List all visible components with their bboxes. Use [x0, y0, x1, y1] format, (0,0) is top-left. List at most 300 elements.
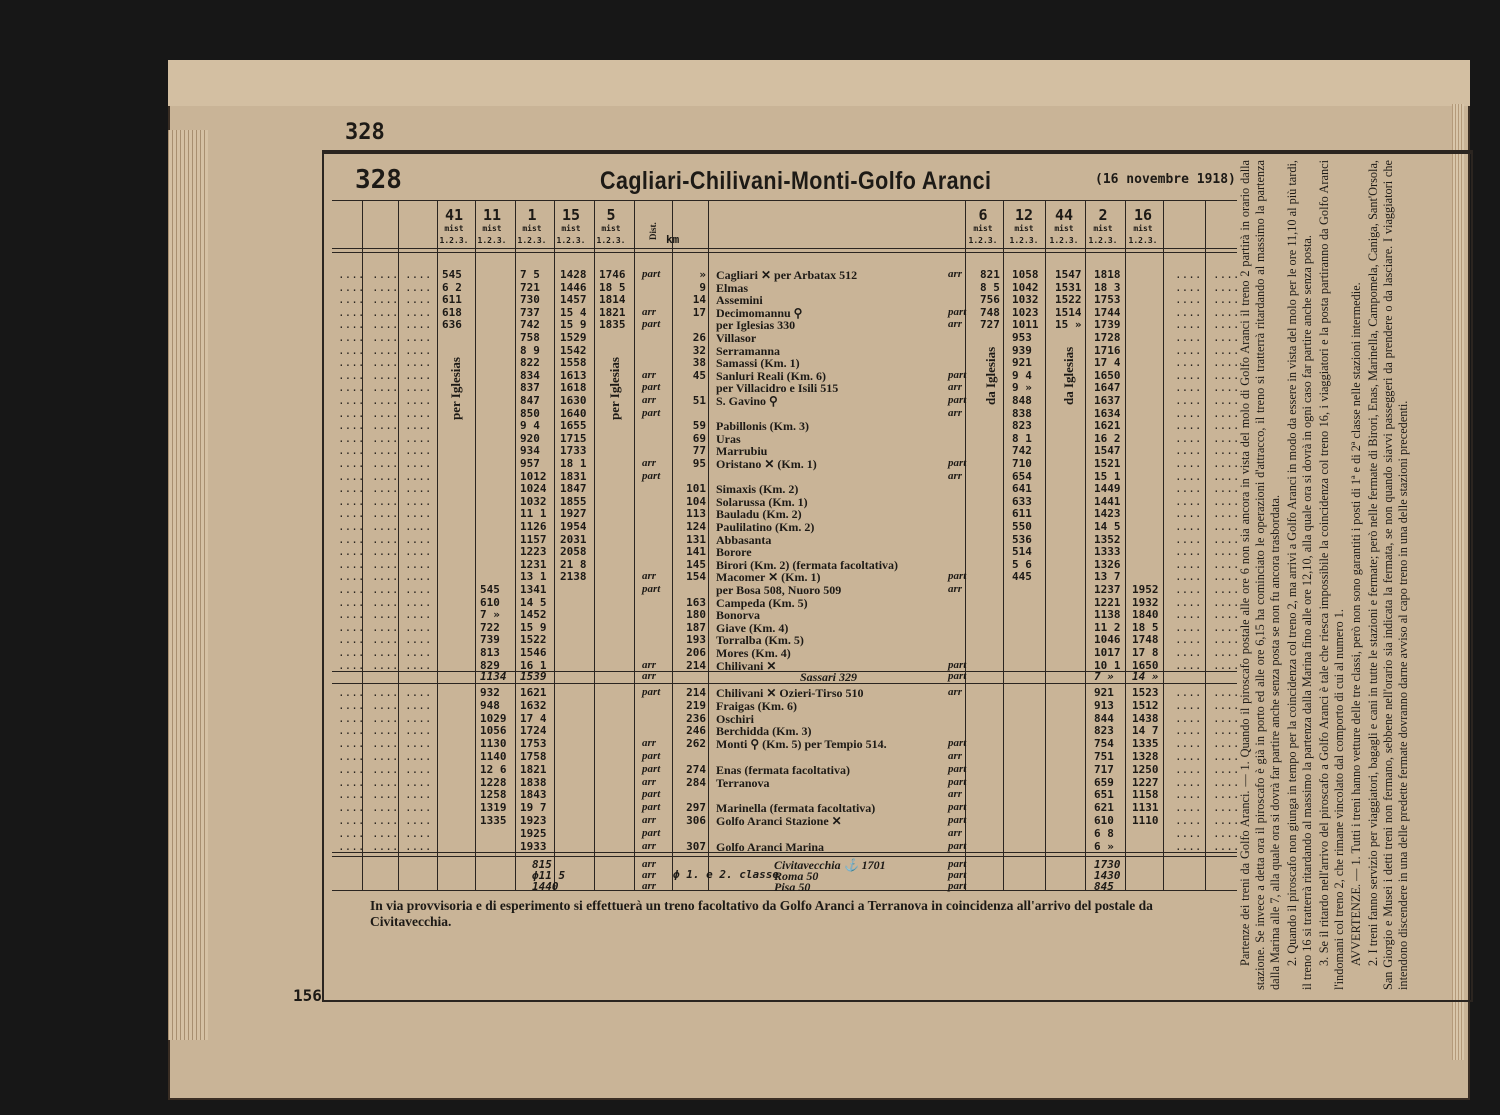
km-value: 154 — [686, 570, 706, 584]
column-rule — [1205, 200, 1206, 890]
time-cell: 1650 — [1132, 658, 1159, 672]
time-cell: 2138 — [560, 570, 587, 584]
station-name: Uras — [716, 431, 741, 446]
filler-dots: .... — [1213, 620, 1240, 634]
time-cell: 1138 — [1094, 608, 1121, 622]
filler-dots: .... — [1213, 801, 1240, 815]
filler-dots: .... — [372, 814, 399, 827]
time-cell: 1452 — [520, 608, 547, 622]
filler-dots: .... — [405, 633, 432, 647]
station-name: Cagliari ✕ per Arbatax 512 — [716, 268, 858, 282]
train-class: 1.2.3. — [477, 236, 507, 245]
filler-dots: .... — [372, 469, 399, 483]
filler-dots: .... — [338, 686, 365, 699]
time-cell: 13 1 — [520, 570, 547, 584]
time-cell: 1523 — [1132, 686, 1159, 699]
time-cell: 1423 — [1094, 507, 1121, 521]
filler-dots: .... — [405, 431, 432, 445]
time-cell: 1927 — [560, 507, 587, 521]
station-name: per Bosa 508, Nuoro 509 — [716, 583, 842, 597]
train-class: 1.2.3. — [596, 236, 626, 245]
station-name: Simaxis (Km. 2) — [716, 482, 799, 497]
time-cell: 1352 — [1094, 532, 1121, 546]
filler-dots: .... — [372, 750, 399, 763]
time-cell: 621 — [1094, 801, 1114, 815]
station-name: Villasor — [716, 331, 757, 345]
filler-dots: .... — [1175, 494, 1202, 508]
filler-dots: .... — [372, 775, 399, 789]
km-value: 95 — [692, 457, 706, 470]
time-cell: 1640 — [560, 406, 587, 420]
station-name: Mores (Km. 4) — [716, 646, 791, 660]
arr-part-marker: part — [642, 583, 661, 595]
time-cell: 17 8 — [1132, 646, 1159, 659]
time-cell: 1840 — [1132, 608, 1159, 622]
filler-dots: .... — [1213, 788, 1240, 802]
time-cell: 1843 — [520, 788, 547, 802]
filler-dots: .... — [372, 646, 399, 659]
filler-dots: .... — [405, 268, 432, 281]
filler-dots: .... — [372, 457, 399, 470]
train-number: 12 — [1014, 206, 1034, 224]
time-cell: 1046 — [1094, 633, 1121, 647]
time-cell: 7 » — [1094, 670, 1114, 683]
arr-part-marker: arr — [948, 750, 963, 762]
note-p4: AVVERTENZE. — 1. Tutti i treni hanno vetture delle tre classi, però non sono garantiti i posti di 1ª e di 2ª classe nelle stazioni intermedie. — [1349, 282, 1363, 966]
time-cell: 1546 — [520, 646, 547, 659]
time-cell: 1457 — [560, 293, 587, 307]
arr-part-marker: part — [948, 880, 967, 892]
time-cell: 1441 — [1094, 494, 1121, 508]
filler-dots: .... — [338, 583, 365, 596]
station-name: Bauladu (Km. 2) — [716, 507, 802, 522]
time-cell: 727 — [980, 318, 1000, 332]
time-cell: 15 » — [1055, 318, 1082, 332]
filler-dots: .... — [1175, 814, 1202, 827]
km-value: 307 — [686, 839, 706, 853]
time-cell: 739 — [480, 633, 500, 647]
filler-dots: .... — [338, 356, 365, 370]
time-cell: 1023 — [1012, 305, 1039, 319]
arr-part-marker: arr — [642, 775, 657, 788]
time-cell: 18 1 — [560, 457, 587, 470]
time-cell: 1753 — [1094, 293, 1121, 307]
time-cell: 6 2 — [442, 280, 462, 294]
time-cell: 1042 — [1012, 280, 1039, 294]
filler-dots: .... — [1175, 839, 1202, 853]
filler-dots: .... — [372, 482, 399, 496]
filler-dots: .... — [1213, 711, 1240, 725]
column-rule — [594, 200, 595, 890]
column-rule — [634, 200, 635, 890]
time-cell: 1341 — [520, 583, 547, 596]
filler-dots: .... — [1213, 507, 1240, 521]
filler-dots: .... — [372, 368, 399, 382]
station-name: Giave (Km. 4) — [716, 620, 789, 635]
filler-dots: .... — [1213, 557, 1240, 571]
time-cell: 15 4 — [560, 305, 587, 319]
time-cell: 822 — [520, 356, 540, 370]
time-cell: 1724 — [520, 724, 547, 738]
arr-part-marker: part — [642, 762, 661, 775]
filler-dots: .... — [1213, 839, 1240, 853]
station-name: Monti ⚲ (Km. 5) per Tempio 514. — [716, 737, 887, 752]
filler-dots: .... — [1213, 762, 1240, 776]
filler-dots: .... — [1213, 331, 1240, 344]
filler-dots: .... — [1213, 750, 1240, 763]
filler-dots: .... — [338, 557, 365, 571]
filler-dots: .... — [1213, 520, 1240, 533]
filler-dots: .... — [372, 583, 399, 596]
filler-dots: .... — [372, 532, 399, 546]
time-cell: 1333 — [1094, 545, 1121, 559]
station-name: Civitavecchia ⚓ 1701 — [774, 858, 886, 872]
arr-part-marker: part — [948, 801, 967, 814]
filler-dots: .... — [1175, 545, 1202, 559]
km-value: 17 — [692, 305, 706, 319]
filler-dots: .... — [405, 444, 432, 458]
km-value: 101 — [686, 482, 706, 496]
filler-dots: .... — [405, 762, 432, 776]
time-cell: 815 — [532, 858, 552, 871]
train-class: 1.2.3. — [439, 236, 469, 245]
time-cell: 445 — [1012, 570, 1032, 584]
filler-dots: .... — [1213, 698, 1240, 712]
time-cell: 850 — [520, 406, 540, 420]
time-cell: 654 — [1012, 469, 1032, 483]
arr-part-marker: arr — [642, 670, 657, 682]
train-kind: mist — [444, 224, 464, 233]
filler-dots: .... — [405, 406, 432, 420]
arr-part-marker: part — [948, 394, 967, 406]
time-cell: 610 — [480, 595, 500, 609]
arr-part-marker: part — [642, 469, 661, 482]
arr-part-marker: part — [642, 318, 661, 331]
filler-dots: .... — [338, 520, 365, 533]
filler-dots: .... — [338, 469, 365, 483]
filler-dots: .... — [1213, 570, 1240, 584]
filler-dots: .... — [1175, 608, 1202, 622]
time-cell: 21 8 — [560, 557, 587, 571]
km-value: 131 — [686, 532, 706, 546]
train-class: 1.2.3. — [1049, 236, 1079, 245]
km-value: 32 — [692, 343, 706, 357]
time-cell: 1228 — [480, 775, 507, 789]
page-spine — [168, 130, 208, 1040]
filler-dots: .... — [372, 570, 399, 584]
time-cell: 9 4 — [520, 419, 540, 433]
column-rule — [1163, 200, 1164, 890]
time-cell: 14 7 — [1132, 724, 1159, 738]
filler-dots: .... — [1213, 532, 1240, 546]
filler-dots: .... — [405, 608, 432, 622]
filler-dots: .... — [372, 268, 399, 281]
side-notes — [1238, 160, 1468, 998]
train-number: 44 — [1054, 206, 1074, 224]
time-cell: 2031 — [560, 532, 587, 546]
time-cell: 14 5 — [520, 595, 547, 609]
station-name: per Iglesias 330 — [716, 318, 796, 333]
filler-dots: .... — [372, 305, 399, 319]
km-value: 51 — [692, 394, 706, 407]
time-cell: 1029 — [480, 711, 507, 725]
filler-dots: .... — [1175, 507, 1202, 521]
time-cell: 1542 — [560, 343, 587, 357]
filler-dots: .... — [1213, 268, 1240, 281]
filler-dots: .... — [1213, 406, 1240, 420]
filler-dots: .... — [1175, 305, 1202, 319]
arr-part-marker: part — [948, 737, 967, 750]
arr-part-marker: arr — [642, 457, 657, 469]
time-cell: 611 — [442, 293, 462, 307]
filler-dots: .... — [1213, 583, 1240, 596]
filler-dots: .... — [1175, 750, 1202, 763]
time-cell: 1223 — [520, 545, 547, 559]
km-value: 104 — [686, 494, 706, 508]
train-class: 1.2.3. — [968, 236, 998, 245]
train-kind: mist — [973, 224, 993, 233]
station-name: Paulilatino (Km. 2) — [716, 520, 815, 534]
time-cell: 1221 — [1094, 595, 1121, 609]
time-cell: 1716 — [1094, 343, 1121, 357]
filler-dots: .... — [405, 646, 432, 659]
time-cell: 1847 — [560, 482, 587, 496]
filler-dots: .... — [372, 557, 399, 571]
filler-dots: .... — [1175, 394, 1202, 407]
time-cell: 748 — [980, 305, 1000, 319]
time-cell: 1012 — [520, 469, 547, 483]
time-cell: 737 — [520, 305, 540, 319]
time-cell: 1446 — [560, 280, 587, 294]
filler-dots: .... — [1213, 457, 1240, 470]
km-value: 306 — [686, 814, 706, 827]
filler-dots: .... — [338, 268, 365, 281]
time-cell: 1056 — [480, 724, 507, 738]
filler-dots: .... — [372, 826, 399, 840]
filler-dots: .... — [372, 711, 399, 725]
time-cell: 611 — [1012, 507, 1032, 521]
arr-part-marker: part — [948, 658, 967, 671]
filler-dots: .... — [372, 762, 399, 776]
time-cell: 1140 — [480, 750, 507, 763]
time-cell: 939 — [1012, 343, 1032, 357]
time-cell: 1748 — [1132, 633, 1159, 647]
km-value: 193 — [686, 633, 706, 647]
filler-dots: .... — [1213, 293, 1240, 307]
arr-part-marker: part — [948, 457, 967, 469]
time-cell: 9 » — [1012, 381, 1032, 395]
station-name: Berchidda (Km. 3) — [716, 724, 812, 739]
filler-dots: .... — [1175, 595, 1202, 609]
filler-dots: .... — [1175, 444, 1202, 458]
filler-dots: .... — [1175, 698, 1202, 712]
filler-dots: .... — [1175, 532, 1202, 546]
time-cell: 921 — [1012, 356, 1032, 370]
da-iglesias-label: da Iglesias — [983, 346, 998, 405]
train-kind: mist — [601, 224, 621, 233]
filler-dots: .... — [338, 482, 365, 496]
station-name: Decimomannu ⚲ — [716, 305, 803, 320]
km-value: 38 — [692, 356, 706, 370]
filler-dots: .... — [405, 788, 432, 802]
filler-dots: .... — [405, 814, 432, 827]
filler-dots: .... — [405, 801, 432, 815]
filler-dots: .... — [405, 305, 432, 319]
filler-dots: .... — [405, 469, 432, 483]
time-cell: 1017 — [1094, 646, 1121, 659]
filler-dots: .... — [338, 331, 365, 344]
time-cell: 633 — [1012, 494, 1032, 508]
time-cell: 756 — [980, 293, 1000, 307]
km-value: 77 — [692, 444, 706, 458]
time-cell: 19 7 — [520, 801, 547, 815]
filler-dots: .... — [405, 698, 432, 712]
arr-part-marker: part — [948, 839, 967, 852]
time-cell: 18 5 — [599, 280, 626, 294]
filler-dots: .... — [338, 620, 365, 634]
filler-dots: .... — [372, 356, 399, 370]
arr-part-marker: part — [642, 686, 661, 698]
time-cell: 536 — [1012, 532, 1032, 546]
filler-dots: .... — [338, 658, 365, 672]
filler-dots: .... — [1175, 788, 1202, 802]
time-cell: 1157 — [520, 532, 547, 546]
time-cell: 1558 — [560, 356, 587, 370]
station-name: Borore — [716, 545, 752, 560]
filler-dots: .... — [372, 507, 399, 521]
train-number: 1 — [527, 206, 537, 224]
filler-dots: .... — [1175, 724, 1202, 738]
arr-part-marker: arr — [642, 858, 657, 870]
filler-dots: .... — [338, 532, 365, 546]
filler-dots: .... — [338, 698, 365, 712]
filler-dots: .... — [405, 507, 432, 521]
time-cell: 1539 — [520, 670, 547, 683]
km-value: 236 — [686, 711, 706, 725]
train-class: 1.2.3. — [1128, 236, 1158, 245]
time-cell: 14 » — [1132, 670, 1159, 683]
train-class: 1.2.3. — [517, 236, 547, 245]
time-cell: 18 5 — [1132, 620, 1159, 634]
filler-dots: .... — [372, 331, 399, 344]
time-cell: 913 — [1094, 698, 1114, 712]
km-value: 145 — [686, 557, 706, 571]
header-rule — [332, 200, 1237, 201]
filler-dots: .... — [338, 724, 365, 738]
filler-dots: .... — [1175, 570, 1202, 584]
arr-part-marker: arr — [642, 737, 657, 750]
filler-dots: .... — [405, 545, 432, 559]
time-cell: 1227 — [1132, 775, 1159, 789]
filler-dots: .... — [372, 419, 399, 433]
filler-dots: .... — [405, 457, 432, 470]
arr-part-marker: part — [948, 670, 967, 682]
arr-part-marker: arr — [642, 658, 657, 671]
time-cell: 1728 — [1094, 331, 1121, 344]
time-cell: 1522 — [520, 633, 547, 647]
filler-dots: .... — [338, 507, 365, 521]
time-cell: 618 — [442, 305, 462, 319]
time-cell: 1531 — [1055, 280, 1082, 294]
time-cell: 1925 — [520, 826, 547, 840]
train-number: 41 — [444, 206, 464, 224]
time-cell: 1715 — [560, 431, 587, 445]
filler-dots: .... — [338, 381, 365, 395]
filler-dots: .... — [1213, 381, 1240, 395]
filler-dots: .... — [338, 444, 365, 458]
time-cell: 1521 — [1094, 457, 1121, 470]
km-value: 219 — [686, 698, 706, 712]
arr-part-marker: arr — [948, 686, 963, 698]
filler-dots: .... — [1175, 318, 1202, 332]
arr-part-marker: arr — [642, 839, 657, 852]
time-cell: 1058 — [1012, 268, 1039, 281]
time-cell: 1932 — [1132, 595, 1159, 609]
filler-dots: .... — [1213, 646, 1240, 659]
filler-dots: .... — [1213, 686, 1240, 699]
time-cell: 844 — [1094, 711, 1114, 725]
time-cell: 16 2 — [1094, 431, 1121, 445]
time-cell: 710 — [1012, 457, 1032, 470]
time-cell: 610 — [1094, 814, 1114, 827]
filler-dots: .... — [338, 814, 365, 827]
time-cell: 845 — [1094, 880, 1114, 893]
time-cell: 5 6 — [1012, 557, 1032, 571]
arr-part-marker: arr — [948, 406, 963, 419]
filler-dots: .... — [372, 839, 399, 853]
time-cell: 1835 — [599, 318, 626, 332]
filler-dots: .... — [1213, 814, 1240, 827]
note-p3: 3. Se il ritardo nell'arrivo del piroscafo a Golfo Aranci è tale che riesca impossibile la coincidenza col treno 16, i viaggiatori e la posta partiranno da Golfo Aranci l'indomani col treno 2, che rimane vincolato dal comporto di cui al numero 1. — [1317, 160, 1346, 990]
time-cell: 1821 — [599, 305, 626, 319]
time-cell: 1319 — [480, 801, 507, 815]
arr-part-marker: part — [948, 305, 967, 318]
filler-dots: .... — [338, 368, 365, 382]
filler-dots: .... — [372, 698, 399, 712]
arr-part-marker: arr — [642, 814, 657, 826]
km-value: 180 — [686, 608, 706, 622]
filler-dots: .... — [1175, 406, 1202, 420]
time-cell: 1818 — [1094, 268, 1121, 281]
filler-dots: .... — [372, 444, 399, 458]
station-name: Macomer ✕ (Km. 1) — [716, 570, 821, 585]
filler-dots: .... — [1175, 775, 1202, 789]
time-cell: 1621 — [1094, 419, 1121, 433]
time-cell: 17 4 — [520, 711, 547, 725]
filler-dots: .... — [405, 724, 432, 738]
km-value: 262 — [686, 737, 706, 751]
train-number: 15 — [561, 206, 581, 224]
time-cell: 514 — [1012, 545, 1032, 559]
filler-dots: .... — [338, 419, 365, 433]
filler-dots: .... — [1213, 356, 1240, 370]
time-cell: 13 7 — [1094, 570, 1121, 584]
header-rule — [332, 248, 1237, 249]
filler-dots: .... — [1175, 646, 1202, 659]
filler-dots: .... — [338, 494, 365, 508]
arr-part-marker: arr — [948, 381, 963, 394]
time-cell: 754 — [1094, 737, 1114, 751]
time-cell: 1438 — [1132, 711, 1159, 725]
time-cell: 1522 — [1055, 293, 1082, 307]
time-cell: 6 8 — [1094, 826, 1114, 840]
km-value: 9 — [699, 280, 706, 294]
km-value: 26 — [692, 331, 706, 344]
time-cell: 1237 — [1094, 583, 1121, 596]
filler-dots: .... — [338, 394, 365, 407]
time-cell: 1126 — [520, 520, 547, 533]
train-number: 16 — [1133, 206, 1153, 224]
